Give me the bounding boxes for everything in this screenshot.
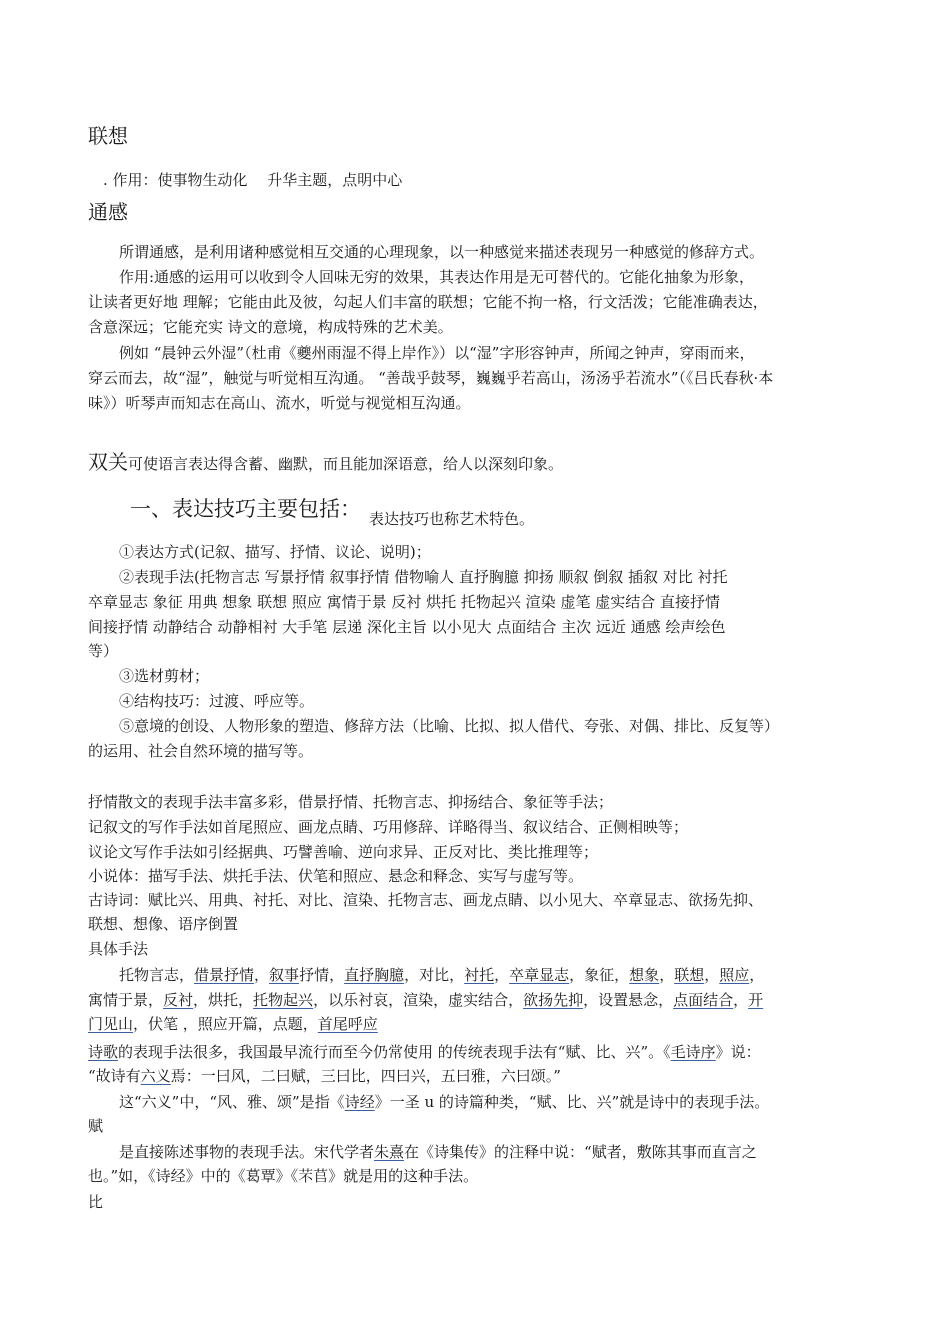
- shuangguan-row: [88, 450, 848, 476]
- jiqiao-item: 间接抒情 动静结合 动静相衬 大手笔 层递 深化主旨 以小见大 点面结合 主次 远近 通感 绘声绘色: [88, 618, 726, 636]
- genre-line: 古诗词：赋比兴、用典、衬托、对比、渲染、托物言志、画龙点睛、以小见大、卒章显志、欲扬先抑、: [88, 891, 764, 909]
- juti-line-1: [119, 963, 848, 987]
- text-run: ，: [659, 966, 675, 984]
- text-run: ，: [254, 966, 270, 984]
- text-run: ，烘托，: [193, 991, 254, 1009]
- link-zhaoying[interactable]: 照应: [719, 966, 750, 984]
- shuangguan-text: 可使语言表达得含蓄、幽默，而且能加深语意，给人以深刻印象。: [128, 455, 564, 473]
- juti-line-5: [88, 1064, 848, 1088]
- genre-line: 议论文写作手法如引经据典、巧譬善喻、逆向求异、正反对比、类比推理等；: [88, 843, 599, 861]
- text-run: 在《诗集传》的注释中说：“赋者，敷陈其事而直言之: [404, 1143, 757, 1161]
- jiqiao-item: 卒章显志 象征 用典 想象 联想 照应 寓情于景 反衬 烘托 托物起兴 渲染 虚笔 虚实结合 直接抒情: [88, 593, 720, 611]
- heading-shuangguan: 双关: [88, 450, 128, 474]
- link-zhishu-xiongyi[interactable]: 直抒胸臆: [344, 966, 405, 984]
- text-run: ，: [494, 966, 510, 984]
- lianxiang-note: . 作用：使事物生动化 升华主题，点明中心: [103, 171, 403, 189]
- juti-line-6: [119, 1090, 848, 1114]
- link-fanchen[interactable]: 反衬: [163, 991, 194, 1009]
- genre-line: 抒情散文的表现手法丰富多彩，借景抒情、托物言志、抑扬结合、象征等手法；: [88, 793, 614, 811]
- jiqiao-item: ③选材剪材；: [119, 667, 210, 685]
- link-lianxiang[interactable]: 联想: [674, 966, 705, 984]
- text-run: 托物言志，: [119, 966, 195, 984]
- jiqiao-item: 的运用、社会自然环境的描写等。: [88, 742, 314, 760]
- juti-line-9: 也。”如，《诗经》中的《葛覃》《芣苢》就是用的这种手法。: [88, 1167, 479, 1185]
- juti-line-7: 赋: [88, 1117, 104, 1135]
- tonggan-line: 含意深远；它能充实 诗文的意境，构成特殊的艺术美。: [88, 318, 453, 336]
- tonggan-line: 让读者更好地 理解；它能由此及彼，勾起人们丰富的联想；它能不拘一格，行文活泼；它能准确表达，: [88, 293, 768, 311]
- text-run: ，伏笔 ，照应开篇，点题，: [133, 1015, 318, 1033]
- text-run: “故诗有: [88, 1067, 141, 1085]
- link-dianmian-jiehe[interactable]: 点面结合: [673, 991, 734, 1009]
- jiqiao-item: ⑤意境的创设、人物形象的塑造、修辞方法（比喻、比拟、拟人借代、夸张、对偶、排比、反复等）: [119, 717, 780, 735]
- tonggan-line: 作用:通感的运用可以收到令人回味无穷的效果，其表达作用是无可替代的。它能化抽象为形象，: [119, 268, 755, 286]
- genre-line: 小说体：描写手法、烘托手法、伏笔和照应、悬念和释念、实写与虚写等。: [88, 867, 584, 885]
- juti-line-10: 比: [88, 1193, 104, 1211]
- text-run: 这“六义”中，“风、雅、颂”是指《: [119, 1093, 345, 1111]
- link-xushi[interactable]: 叙事: [269, 966, 300, 984]
- link-zhuxi[interactable]: 朱熹: [374, 1143, 405, 1161]
- heading-tonggan: 通感: [88, 200, 128, 224]
- juti-line-3: [88, 1012, 848, 1036]
- link-jiejing-shuqing[interactable]: 借景抒情: [194, 966, 255, 984]
- jiqiao-item: ②表现手法(托物言志 写景抒情 叙事抒情 借物喻人 直抒胸臆 抑扬 顺叙 倒叙 插叙 对比 衬托: [119, 568, 728, 586]
- text-run: 抒情，: [299, 966, 345, 984]
- text-run: ，象征，: [569, 966, 630, 984]
- heading-lianxiang: 联想: [88, 124, 128, 148]
- text-run: ，设置悬念，: [583, 991, 674, 1009]
- text-run: ，以乐衬哀，渲染，虚实结合，: [313, 991, 524, 1009]
- juti-line-4: [88, 1040, 848, 1064]
- juti-line-8: [119, 1140, 848, 1164]
- text-run: 》一圣 u 的诗篇种类，“赋、比、兴”就是诗中的表现手法。: [374, 1093, 770, 1111]
- tonggan-line: 味》）听琴声而知志在高山、流水，听觉与视觉相互沟通。: [88, 394, 471, 412]
- text-run: ，: [733, 991, 749, 1009]
- link-liuyi[interactable]: 六义: [140, 1067, 171, 1085]
- tonggan-line: 穿云而去，故“湿”，触觉与听觉相互沟通。 “善哉乎鼓琴，巍巍乎若高山，汤汤乎若流水”（《吕氏春秋·本: [88, 369, 774, 387]
- text-run: ，对比，: [404, 966, 465, 984]
- link-maoshixu[interactable]: 毛诗序: [670, 1043, 716, 1061]
- jiqiao-item: 等）: [88, 642, 119, 660]
- link-chentuo[interactable]: 衬托: [464, 966, 495, 984]
- link-shouwei-huying[interactable]: 首尾呼应: [317, 1015, 378, 1033]
- link-zuzhang-xianzhi[interactable]: 卒章显志: [509, 966, 570, 984]
- text-run: ，: [749, 966, 765, 984]
- text-run: ，: [704, 966, 720, 984]
- text-run: 焉：一曰风，二曰赋，三曰比，四曰兴，五曰雅，六曰颂。”: [170, 1067, 561, 1085]
- link-tuowu-qixing[interactable]: 托物起兴: [253, 991, 314, 1009]
- link-shijing[interactable]: 诗经: [344, 1093, 375, 1111]
- heading-jiqiao: 一、表达技巧主要包括：: [130, 497, 361, 521]
- tonggan-line: 例如 “晨钟云外湿”（杜甫《夔州雨湿不得上岸作》）以“湿”字形容钟声，所闻之钟声，穿雨而来，: [119, 344, 755, 362]
- link-xiangxiang[interactable]: 想象: [629, 966, 660, 984]
- heading-jiqiao-row: [130, 494, 534, 526]
- link-yuyang-xianyi[interactable]: 欲扬先抑: [523, 991, 584, 1009]
- genre-line: 记叙文的写作手法如首尾照应、画龙点睛、巧用修辞、详略得当、叙议结合、正侧相映等；: [88, 818, 689, 836]
- text-run: 》说：: [715, 1043, 761, 1061]
- text-run: 寓情于景，: [88, 991, 164, 1009]
- text-run: 的表现手法很多，我国最早流行而至今仍常使用 的传统表现手法有“赋、比、兴”。《: [118, 1043, 671, 1061]
- juti-line-2: [88, 988, 848, 1012]
- genre-line: 联想、想像、语序倒置: [88, 915, 239, 933]
- jiqiao-item: ④结构技巧：过渡、呼应等。: [119, 692, 315, 710]
- link-shige[interactable]: 诗歌: [88, 1043, 119, 1061]
- text-run: 是直接陈述事物的表现手法。宋代学者: [119, 1143, 375, 1161]
- jiqiao-item: ①表达方式(记叙、描写、抒情、议论、说明)；: [119, 543, 431, 561]
- jiqiao-subtitle: 表达技巧也称艺术特色。: [369, 510, 535, 528]
- link-kaimen-jianshan[interactable]: 开: [748, 991, 764, 1009]
- link-kaimen-jianshan-cont[interactable]: 门见山: [88, 1015, 134, 1033]
- genre-line: 具体手法: [88, 940, 149, 958]
- tonggan-line: 所谓通感，是利用诸种感觉相互交通的心理现象，以一种感觉来描述表现另一种感觉的修辞方式。: [119, 243, 765, 261]
